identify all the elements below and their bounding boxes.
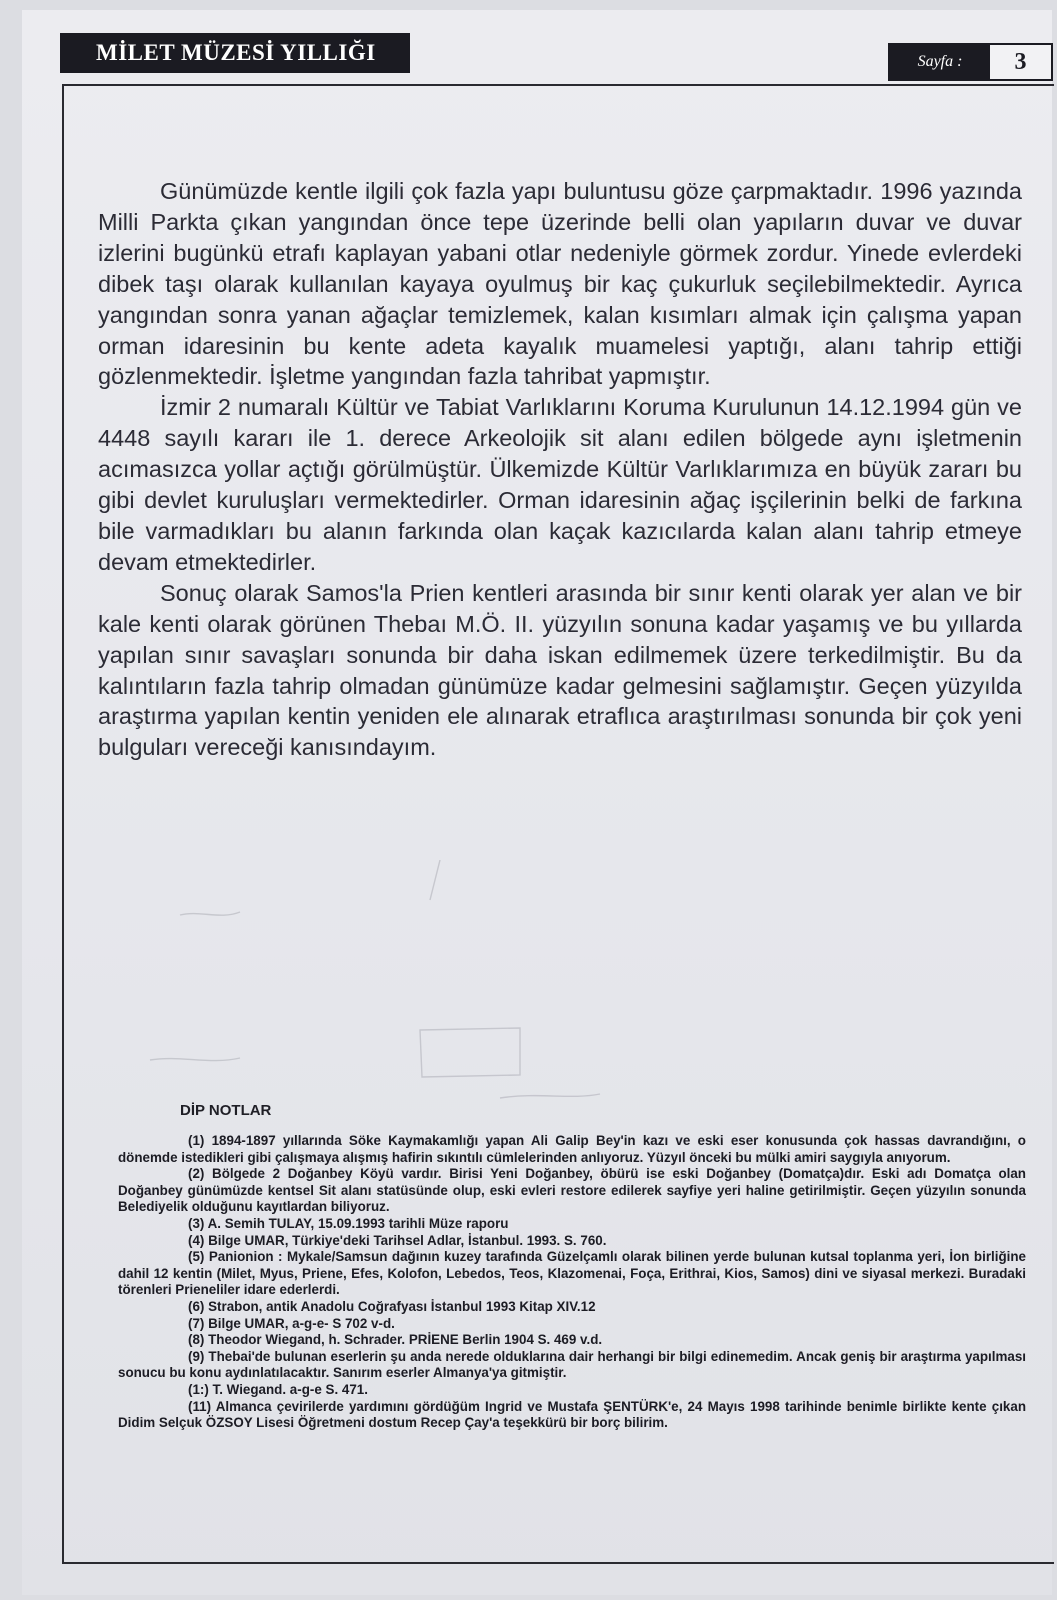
page-label: Sayfa : — [890, 45, 990, 79]
article-body — [98, 176, 1022, 763]
footnote-item: (1:) T. Wiegand. a-g-e S. 471. — [188, 1381, 368, 1397]
footnote-item: (7) Bilge UMAR, a-g-e- S 702 v-d. — [188, 1315, 395, 1331]
footnotes-heading: DİP NOTLAR — [180, 1102, 272, 1119]
footnote-item: (8) Theodor Wiegand, h. Schrader. PRİENE Berlin 1904 S. 469 v.d. — [188, 1332, 603, 1348]
footnote-item: (6) Strabon, antik Anadolu Coğrafyası İstanbul 1993 Kitap XIV.12 — [188, 1298, 596, 1314]
footnote-item: (4) Bilge UMAR, Türkiye'deki Tarihsel Adlar, İstanbul. 1993. S. 760. — [188, 1232, 607, 1248]
footnote-item: (5) Panionion : Mykale/Samsun dağının kuzey tarafında Güzelçamlı olarak bilinen yerde bulunan kutsal toplanma yeri, İon birliğine dahil 12 kentin (Milet, Myus, Priene, Efes, Kolofon, Lebedos, Teos, Klazomenai, Foça, Erithrai, Kios, Samos) dini ve siyasal merkezi. Buradaki törenleri Prieneliler idare ederlerdi. — [118, 1249, 1026, 1298]
footnote-item: (9) Thebai'de bulunan eserlerin şu anda nerede olduklarına dair herhangi bir bilgi edinemedim. Ancak geniş bir araştırma yapılması sonucu bu konu aydınlatılacaktır. Sanırım eserler Almanya'ya gitmiştir. — [118, 1348, 1026, 1381]
page-number: 3 — [1014, 49, 1027, 75]
body-paragraph: Günümüzde kentle ilgili çok fazla yapı buluntusu göze çarpmaktadır. 1996 yazında Milli Parkta çıkan yangından önce tepe üzerinde belli olan yapıların duvar ve duvar izlerini bugünkü etrafı kaplayan yabani otlar nedeniyle görmek zordur. Yinede evlerdeki dibek taşı olarak kullanılan kayaya oyulmuş bir kaç çukurluk seçilebilmektedir. Ayrıca yangından sonra yanan ağaçlar temizlemek, kalan kısımları almak için çalışma yapan orman idaresinin bu kente adeta kayalık muamelesi yaptığı, alanı tahrip ettiği gözlenmektedir. İşletme yangından fazla tahribat yapmıştır. — [98, 178, 1022, 390]
body-paragraph: Sonuç olarak Samos'la Prien kentleri arasında bir sınır kenti olarak yer alan ve bir kale kenti olarak görünen Thebaı M.Ö. II. yüzyılın sonuna kadar yaşamış ve bu yıllarda yapılan sınır savaşları sonunda bir daha iskan edilmemek üzere terkedilmiştir. Bu da kalıntıların fazla tahrip olmadan günümüze kadar gelmesini sağlamıştır. Geçen yüzyılda araştırma yapılan kentin yeniden ele alınarak etraflıca araştırılması sonunda bir çok yeni bulguları vereceği kanısındayım. — [98, 579, 1022, 761]
footnote-item: (2) Bölgede 2 Doğanbey Köyü vardır. Birisi Yeni Doğanbey, öbürü ise eski Doğanbey (Domatça)dır. Eski adı Domatça olan Doğanbey günümüzde kentsel Sit alanı statüsünde olup, eski evleri restore edilerek sayfiye yeri haline getirilmiştir. Geçen yüzyılın sonunda Belediyelik olduğunu kayıtlardan biliyoruz. — [118, 1166, 1026, 1215]
footnote-item: (11) Almanca çevirilerde yardımını gördüğüm Ingrid ve Mustafa ŞENTÜRK'e, 24 Mayıs 1998 tarihinde benimle birlikte kente çıkan Didim Selçuk ÖZSOY Lisesi Öğretmeni dostum Recep Çay'a teşekkürü bir borç bilirim. — [118, 1398, 1026, 1431]
page-indicator — [888, 43, 1053, 81]
footnotes-list — [118, 1133, 1026, 1432]
journal-title: MİLET MÜZESİ YILLIĞI — [60, 33, 410, 73]
footnote-item: (1) 1894-1897 yıllarında Söke Kaymakamlığı yapan Ali Galip Bey'in kazı ve eski eser konusunda çok hassas davrandığını, o dönemde istedikleri gibi çalışmaya alışmış hafirin sıkıntılı cümlelerinden anlıyoruz. Yüzyıl önceki bu mülki amiri saygıyla anıyorum. — [118, 1133, 1026, 1165]
body-paragraph: İzmir 2 numaralı Kültür ve Tabiat Varlıklarını Koruma Kurulunun 14.12.1994 gün ve 4448 sayılı kararı ile 1. derece Arkeolojik sit alanı edilen bölgede aynı işletmenin acımasızca yollar açtığı görülmüştür. Ülkemizde Kültür Varlıklarımıza en büyük zararı bu gibi devlet kuruluşları vermektedirler. Orman idaresinin ağaç işçilerinin belki de farkına bile varmadıkları bu alanın farkında olan kaçak kazıcılarda kalan alanı tahrip etmeye devam etmektedirler. — [98, 394, 1022, 575]
faint-sketch-marks — [120, 860, 720, 1110]
footnote-item: (3) A. Semih TULAY, 15.09.1993 tarihli Müze raporu — [188, 1215, 509, 1231]
